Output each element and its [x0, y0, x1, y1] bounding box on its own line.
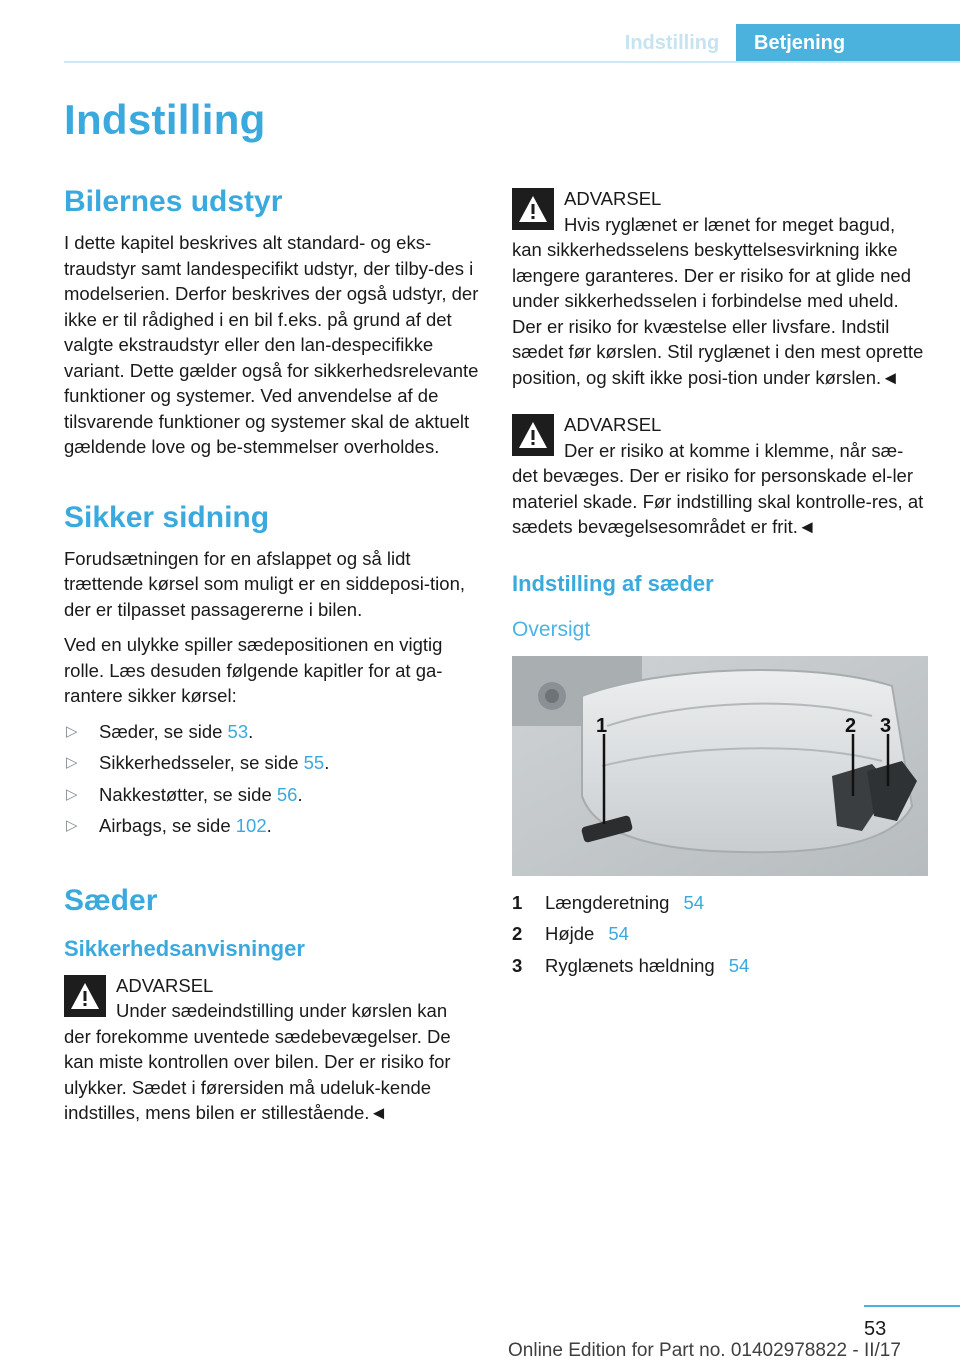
page-title: Indstilling — [64, 96, 266, 143]
heading-saeder: Sæder — [64, 883, 158, 917]
page-number: 53 — [864, 1318, 887, 1340]
legend-list — [512, 890, 928, 979]
list-item: 3 Ryglænets hældning 54 — [512, 953, 928, 979]
warning-box — [512, 186, 928, 390]
page-link[interactable]: 54 — [683, 891, 705, 913]
bullet-list — [64, 719, 480, 839]
footer-rule — [864, 1305, 960, 1307]
warning-body: der forekomme uventede sædebevægelser. De kan miste kontrollen over bilen. Der er risiko for ulykker. Sædet i førersiden må udeluk-kende indstilles, mens bilen er stillestående.◄ — [64, 1025, 451, 1123]
triangle-bullet-icon: ▷ — [66, 817, 78, 834]
footer-edition: Online Edition for Part no. 01402978822 - II/17 — [508, 1340, 901, 1361]
warning-title: ADVARSEL — [564, 414, 662, 435]
list-item: ▷ Sæder, se side 53. — [64, 719, 480, 745]
right-column — [512, 186, 928, 984]
list-item: ▷ Nakkestøtter, se side 56. — [64, 782, 480, 808]
heading-sikkerhedsanvisninger: Sikkerhedsanvisninger — [64, 935, 305, 961]
warning-first-line: Under sædeindstilling under kørslen kan — [116, 1000, 448, 1021]
page-link[interactable]: 54 — [728, 954, 750, 976]
warning-first-line: Der er risiko at komme i klemme, når sæ- — [564, 439, 904, 461]
photo-label-3: 3 — [880, 714, 892, 737]
heading-sikker-sidning: Sikker sidning — [64, 500, 270, 534]
warning-title: ADVARSEL — [116, 974, 214, 996]
warning-icon — [512, 188, 554, 230]
header-tab-indstilling[interactable]: Indstilling — [624, 31, 720, 54]
paragraph-udstyr: I dette kapitel beskrives alt standard- og eks-traudstyr samt landespecifikt udstyr, der tilby-des i modelserien. Derfor beskrives der også udstyr, der ikke er til rådighed i en bil f.eks. på grund af det valgte ekstraudstyr eller den lan-despecifikke variant. Dette gælder også for sikkerhedsrelevante funktioner og systemer. Ved anvendelse af de tilsvarende funktioner og systemer skal de aktuelt gældende love og be-stemmelser overholdes. — [64, 232, 479, 457]
triangle-bullet-icon: ▷ — [66, 785, 78, 803]
warning-box — [64, 973, 480, 1126]
triangle-bullet-icon: ▷ — [66, 754, 78, 771]
warning-body: det bevæges. Der er risiko for personskade el-ler materiel skade. Før indstilling skal kontrolle-res, at sædets bevægelsesområdet er frit.◄ — [512, 465, 924, 537]
list-item: ▷ Sikkerhedsseler, se side 55. — [64, 750, 480, 776]
heading-oversigt: Oversigt — [512, 617, 591, 641]
warning-icon — [512, 414, 554, 456]
page-link[interactable]: 53 — [227, 720, 249, 742]
photo-label-1: 1 — [596, 714, 608, 737]
list-item: ▷ Airbags, se side 102. — [64, 813, 480, 839]
warning-first-line: Hvis ryglænet er lænet for meget bagud, — [564, 213, 896, 235]
photo-label-2: 2 — [845, 714, 857, 737]
paragraph-sidning-2: Ved en ulykke spiller sædepositionen en vigtig rolle. Læs desuden følgende kapitler for at ga-rantere sikker kørsel: — [64, 634, 443, 706]
header-rule — [64, 61, 960, 63]
warning-body: kan sikkerhedsselens beskyttelsesvirkning ikke længere garanteres. Der er risiko for at glide ned under sikkerhedsselen i forbindelse med uheld. Der er risiko for kvæstelse eller livsfare. Indstil sædet før kørslen. Stil ryglænet i den mest oprette position, og skift ikke posi-tion under kørslen.◄ — [512, 239, 924, 388]
list-item: 2 Højde 54 — [512, 921, 928, 947]
page-link[interactable]: 55 — [303, 752, 325, 773]
page-link[interactable]: 102 — [235, 815, 267, 836]
heading-indstilling-af-saeder: Indstilling af sæder — [512, 570, 714, 596]
header-tab-betjening[interactable]: Betjening — [736, 24, 960, 62]
warning-title: ADVARSEL — [564, 188, 662, 209]
seat-controls-photo — [512, 656, 928, 876]
page-link[interactable]: 54 — [608, 923, 629, 944]
paragraph-sidning-1: Forudsætningen for en afslappet og så lidt trættende kørsel som muligt er en siddeposi-tion, der er tilpasset passagererne i bilen. — [64, 547, 466, 620]
triangle-bullet-icon: ▷ — [66, 722, 78, 740]
left-column — [64, 184, 480, 1140]
heading-bilernes-udstyr: Bilernes udstyr — [64, 185, 283, 218]
warning-icon — [64, 975, 106, 1017]
warning-box — [512, 412, 928, 540]
list-item: 1 Længderetning 54 — [512, 890, 928, 916]
page-link[interactable]: 56 — [276, 783, 298, 805]
